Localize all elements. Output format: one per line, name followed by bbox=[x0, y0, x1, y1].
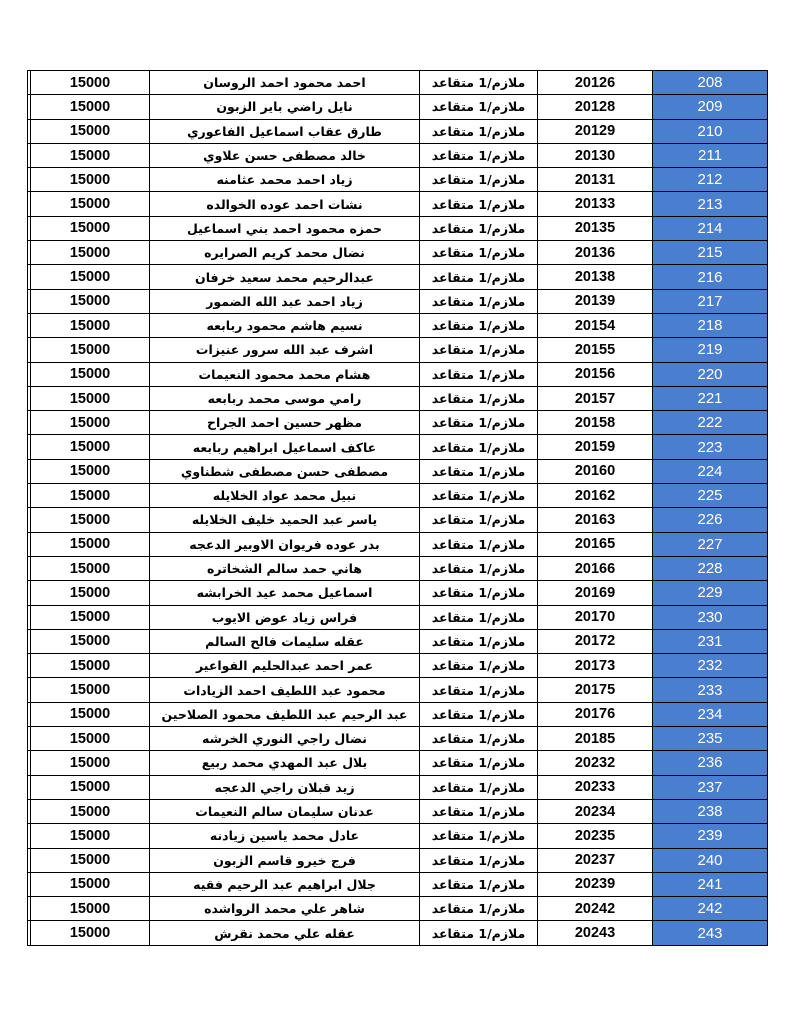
row-name: عقله علي محمد نقرش bbox=[150, 921, 420, 945]
row-name: ياسر عبد الحميد خليف الخلايله bbox=[150, 508, 420, 532]
row-rank: ملازم/1 متقاعد bbox=[420, 897, 538, 921]
row-name: نشات احمد عوده الخوالده bbox=[150, 192, 420, 216]
row-name: عدنان سليمان سالم النعيمات bbox=[150, 799, 420, 823]
table-row bbox=[28, 216, 768, 240]
row-amount: 15000 bbox=[31, 289, 150, 313]
table-row bbox=[28, 799, 768, 823]
row-rank: ملازم/1 متقاعد bbox=[420, 702, 538, 726]
row-name: محمود عبد اللطيف احمد الزيادات bbox=[150, 678, 420, 702]
row-military-number: 20169 bbox=[538, 581, 653, 605]
table-body bbox=[28, 71, 768, 946]
row-sequence-number: 243 bbox=[653, 921, 768, 945]
table-row bbox=[28, 168, 768, 192]
row-name: نبيل محمد عواد الخلايله bbox=[150, 484, 420, 508]
row-sequence-number: 219 bbox=[653, 338, 768, 362]
row-sequence-number: 229 bbox=[653, 581, 768, 605]
row-amount: 15000 bbox=[31, 605, 150, 629]
table-row bbox=[28, 775, 768, 799]
table-row bbox=[28, 629, 768, 653]
row-rank: ملازم/1 متقاعد bbox=[420, 678, 538, 702]
table-row bbox=[28, 362, 768, 386]
row-edge-cell bbox=[28, 848, 31, 872]
row-sequence-number: 238 bbox=[653, 799, 768, 823]
row-edge-cell bbox=[28, 775, 31, 799]
document-table-container bbox=[27, 70, 767, 946]
table-row bbox=[28, 872, 768, 896]
row-sequence-number: 209 bbox=[653, 95, 768, 119]
table-row bbox=[28, 532, 768, 556]
row-name: عقله سليمات فالح السالم bbox=[150, 629, 420, 653]
row-rank: ملازم/1 متقاعد bbox=[420, 532, 538, 556]
row-edge-cell bbox=[28, 897, 31, 921]
row-rank: ملازم/1 متقاعد bbox=[420, 848, 538, 872]
row-sequence-number: 227 bbox=[653, 532, 768, 556]
row-edge-cell bbox=[28, 751, 31, 775]
row-rank: ملازم/1 متقاعد bbox=[420, 386, 538, 410]
row-military-number: 20166 bbox=[538, 556, 653, 580]
row-amount: 15000 bbox=[31, 629, 150, 653]
row-edge-cell bbox=[28, 95, 31, 119]
row-military-number: 20133 bbox=[538, 192, 653, 216]
row-military-number: 20232 bbox=[538, 751, 653, 775]
row-rank: ملازم/1 متقاعد bbox=[420, 95, 538, 119]
row-military-number: 20185 bbox=[538, 727, 653, 751]
row-rank: ملازم/1 متقاعد bbox=[420, 799, 538, 823]
row-sequence-number: 239 bbox=[653, 824, 768, 848]
table-row bbox=[28, 921, 768, 945]
row-military-number: 20235 bbox=[538, 824, 653, 848]
row-edge-cell bbox=[28, 119, 31, 143]
row-rank: ملازم/1 متقاعد bbox=[420, 143, 538, 167]
row-rank: ملازم/1 متقاعد bbox=[420, 313, 538, 337]
row-sequence-number: 230 bbox=[653, 605, 768, 629]
row-name: عاكف اسماعيل ابراهيم ربابعه bbox=[150, 435, 420, 459]
row-rank: ملازم/1 متقاعد bbox=[420, 216, 538, 240]
row-name: مظهر حسين احمد الجراح bbox=[150, 411, 420, 435]
row-name: زيد قبلان راجي الدعجه bbox=[150, 775, 420, 799]
row-military-number: 20135 bbox=[538, 216, 653, 240]
row-military-number: 20170 bbox=[538, 605, 653, 629]
row-sequence-number: 218 bbox=[653, 313, 768, 337]
table-row bbox=[28, 581, 768, 605]
row-amount: 15000 bbox=[31, 921, 150, 945]
row-amount: 15000 bbox=[31, 556, 150, 580]
table-row bbox=[28, 605, 768, 629]
row-edge-cell bbox=[28, 727, 31, 751]
row-edge-cell bbox=[28, 678, 31, 702]
table-row bbox=[28, 702, 768, 726]
row-sequence-number: 217 bbox=[653, 289, 768, 313]
row-edge-cell bbox=[28, 411, 31, 435]
row-amount: 15000 bbox=[31, 435, 150, 459]
row-sequence-number: 228 bbox=[653, 556, 768, 580]
row-name: نايل راضي باير الزبون bbox=[150, 95, 420, 119]
row-military-number: 20172 bbox=[538, 629, 653, 653]
row-edge-cell bbox=[28, 265, 31, 289]
table-row bbox=[28, 338, 768, 362]
row-name: رامي موسى محمد ربابعه bbox=[150, 386, 420, 410]
row-military-number: 20160 bbox=[538, 459, 653, 483]
row-name: جلال ابراهيم عبد الرحيم فقيه bbox=[150, 872, 420, 896]
table-row bbox=[28, 508, 768, 532]
table-row bbox=[28, 824, 768, 848]
row-rank: ملازم/1 متقاعد bbox=[420, 605, 538, 629]
row-edge-cell bbox=[28, 508, 31, 532]
row-sequence-number: 225 bbox=[653, 484, 768, 508]
row-sequence-number: 212 bbox=[653, 168, 768, 192]
row-military-number: 20126 bbox=[538, 71, 653, 95]
row-name: بلال عبد المهدي محمد ربيع bbox=[150, 751, 420, 775]
row-sequence-number: 222 bbox=[653, 411, 768, 435]
row-edge-cell bbox=[28, 459, 31, 483]
row-rank: ملازم/1 متقاعد bbox=[420, 775, 538, 799]
row-edge-cell bbox=[28, 71, 31, 95]
row-name: زياد احمد عبد الله الضمور bbox=[150, 289, 420, 313]
row-amount: 15000 bbox=[31, 386, 150, 410]
row-edge-cell bbox=[28, 143, 31, 167]
row-rank: ملازم/1 متقاعد bbox=[420, 872, 538, 896]
row-amount: 15000 bbox=[31, 265, 150, 289]
row-amount: 15000 bbox=[31, 702, 150, 726]
row-military-number: 20176 bbox=[538, 702, 653, 726]
row-edge-cell bbox=[28, 581, 31, 605]
row-edge-cell bbox=[28, 192, 31, 216]
row-military-number: 20239 bbox=[538, 872, 653, 896]
row-amount: 15000 bbox=[31, 338, 150, 362]
row-amount: 15000 bbox=[31, 484, 150, 508]
table-row bbox=[28, 143, 768, 167]
row-name: عادل محمد ياسين زيادنه bbox=[150, 824, 420, 848]
row-name: حمزه محمود احمد بني اسماعيل bbox=[150, 216, 420, 240]
row-rank: ملازم/1 متقاعد bbox=[420, 484, 538, 508]
row-military-number: 20158 bbox=[538, 411, 653, 435]
row-sequence-number: 242 bbox=[653, 897, 768, 921]
row-name: احمد محمود احمد الروسان bbox=[150, 71, 420, 95]
row-amount: 15000 bbox=[31, 459, 150, 483]
row-military-number: 20136 bbox=[538, 241, 653, 265]
row-military-number: 20131 bbox=[538, 168, 653, 192]
row-edge-cell bbox=[28, 168, 31, 192]
row-rank: ملازم/1 متقاعد bbox=[420, 435, 538, 459]
row-military-number: 20233 bbox=[538, 775, 653, 799]
table-row bbox=[28, 411, 768, 435]
row-amount: 15000 bbox=[31, 654, 150, 678]
row-rank: ملازم/1 متقاعد bbox=[420, 192, 538, 216]
retirees-table bbox=[27, 70, 768, 946]
row-sequence-number: 237 bbox=[653, 775, 768, 799]
row-name: هشام محمد محمود النعيمات bbox=[150, 362, 420, 386]
row-sequence-number: 226 bbox=[653, 508, 768, 532]
row-edge-cell bbox=[28, 824, 31, 848]
row-amount: 15000 bbox=[31, 241, 150, 265]
row-sequence-number: 224 bbox=[653, 459, 768, 483]
row-amount: 15000 bbox=[31, 872, 150, 896]
row-rank: ملازم/1 متقاعد bbox=[420, 581, 538, 605]
table-row bbox=[28, 897, 768, 921]
row-edge-cell bbox=[28, 702, 31, 726]
row-sequence-number: 214 bbox=[653, 216, 768, 240]
row-edge-cell bbox=[28, 629, 31, 653]
row-military-number: 20128 bbox=[538, 95, 653, 119]
row-edge-cell bbox=[28, 556, 31, 580]
table-row bbox=[28, 313, 768, 337]
row-military-number: 20237 bbox=[538, 848, 653, 872]
row-edge-cell bbox=[28, 799, 31, 823]
row-sequence-number: 235 bbox=[653, 727, 768, 751]
row-sequence-number: 234 bbox=[653, 702, 768, 726]
row-name: خالد مصطفى حسن علاوي bbox=[150, 143, 420, 167]
row-edge-cell bbox=[28, 386, 31, 410]
row-name: اشرف عبد الله سرور عنيزات bbox=[150, 338, 420, 362]
row-military-number: 20139 bbox=[538, 289, 653, 313]
table-row bbox=[28, 265, 768, 289]
row-rank: ملازم/1 متقاعد bbox=[420, 362, 538, 386]
row-rank: ملازم/1 متقاعد bbox=[420, 921, 538, 945]
row-amount: 15000 bbox=[31, 532, 150, 556]
row-rank: ملازم/1 متقاعد bbox=[420, 654, 538, 678]
row-rank: ملازم/1 متقاعد bbox=[420, 71, 538, 95]
row-amount: 15000 bbox=[31, 143, 150, 167]
row-rank: ملازم/1 متقاعد bbox=[420, 411, 538, 435]
row-military-number: 20175 bbox=[538, 678, 653, 702]
row-edge-cell bbox=[28, 484, 31, 508]
row-military-number: 20173 bbox=[538, 654, 653, 678]
row-rank: ملازم/1 متقاعد bbox=[420, 727, 538, 751]
row-name: هاني حمد سالم الشخاتره bbox=[150, 556, 420, 580]
row-rank: ملازم/1 متقاعد bbox=[420, 338, 538, 362]
row-name: اسماعيل محمد عيد الخرابشه bbox=[150, 581, 420, 605]
row-military-number: 20154 bbox=[538, 313, 653, 337]
row-military-number: 20162 bbox=[538, 484, 653, 508]
row-sequence-number: 213 bbox=[653, 192, 768, 216]
row-name: بدر عوده فريوان الاوبير الدعجه bbox=[150, 532, 420, 556]
row-edge-cell bbox=[28, 435, 31, 459]
row-military-number: 20242 bbox=[538, 897, 653, 921]
row-amount: 15000 bbox=[31, 824, 150, 848]
row-military-number: 20163 bbox=[538, 508, 653, 532]
row-edge-cell bbox=[28, 313, 31, 337]
row-name: مصطفى حسن مصطفى شطناوي bbox=[150, 459, 420, 483]
row-edge-cell bbox=[28, 921, 31, 945]
row-name: فراس زياد عوض الايوب bbox=[150, 605, 420, 629]
row-edge-cell bbox=[28, 872, 31, 896]
row-sequence-number: 221 bbox=[653, 386, 768, 410]
table-row bbox=[28, 71, 768, 95]
row-name: نضال راجي النوري الخرشه bbox=[150, 727, 420, 751]
row-sequence-number: 211 bbox=[653, 143, 768, 167]
row-military-number: 20138 bbox=[538, 265, 653, 289]
row-edge-cell bbox=[28, 654, 31, 678]
row-rank: ملازم/1 متقاعد bbox=[420, 119, 538, 143]
row-edge-cell bbox=[28, 241, 31, 265]
row-amount: 15000 bbox=[31, 411, 150, 435]
row-sequence-number: 208 bbox=[653, 71, 768, 95]
row-edge-cell bbox=[28, 362, 31, 386]
row-sequence-number: 220 bbox=[653, 362, 768, 386]
row-military-number: 20157 bbox=[538, 386, 653, 410]
table-row bbox=[28, 241, 768, 265]
row-edge-cell bbox=[28, 338, 31, 362]
row-sequence-number: 241 bbox=[653, 872, 768, 896]
row-military-number: 20234 bbox=[538, 799, 653, 823]
row-rank: ملازم/1 متقاعد bbox=[420, 556, 538, 580]
row-edge-cell bbox=[28, 532, 31, 556]
row-rank: ملازم/1 متقاعد bbox=[420, 629, 538, 653]
row-amount: 15000 bbox=[31, 71, 150, 95]
table-row bbox=[28, 119, 768, 143]
row-sequence-number: 210 bbox=[653, 119, 768, 143]
table-row bbox=[28, 484, 768, 508]
table-row bbox=[28, 556, 768, 580]
row-amount: 15000 bbox=[31, 362, 150, 386]
row-rank: ملازم/1 متقاعد bbox=[420, 289, 538, 313]
row-name: عمر احمد عبدالحليم الفواعير bbox=[150, 654, 420, 678]
table-row bbox=[28, 727, 768, 751]
table-row bbox=[28, 848, 768, 872]
row-military-number: 20165 bbox=[538, 532, 653, 556]
table-row bbox=[28, 459, 768, 483]
row-sequence-number: 240 bbox=[653, 848, 768, 872]
row-amount: 15000 bbox=[31, 581, 150, 605]
table-row bbox=[28, 192, 768, 216]
table-row bbox=[28, 654, 768, 678]
row-name: عبدالرحيم محمد سعيد خرفان bbox=[150, 265, 420, 289]
row-sequence-number: 232 bbox=[653, 654, 768, 678]
row-amount: 15000 bbox=[31, 775, 150, 799]
row-sequence-number: 236 bbox=[653, 751, 768, 775]
row-amount: 15000 bbox=[31, 678, 150, 702]
table-row bbox=[28, 435, 768, 459]
row-sequence-number: 233 bbox=[653, 678, 768, 702]
table-row bbox=[28, 751, 768, 775]
row-rank: ملازم/1 متقاعد bbox=[420, 265, 538, 289]
row-sequence-number: 223 bbox=[653, 435, 768, 459]
row-rank: ملازم/1 متقاعد bbox=[420, 168, 538, 192]
row-sequence-number: 231 bbox=[653, 629, 768, 653]
table-row bbox=[28, 289, 768, 313]
row-military-number: 20156 bbox=[538, 362, 653, 386]
row-edge-cell bbox=[28, 605, 31, 629]
row-amount: 15000 bbox=[31, 508, 150, 532]
row-name: نسيم هاشم محمود ربابعه bbox=[150, 313, 420, 337]
row-name: شاهر علي محمد الرواشده bbox=[150, 897, 420, 921]
row-name: طارق عقاب اسماعيل الفاعوري bbox=[150, 119, 420, 143]
row-rank: ملازم/1 متقاعد bbox=[420, 751, 538, 775]
row-amount: 15000 bbox=[31, 192, 150, 216]
row-edge-cell bbox=[28, 289, 31, 313]
row-rank: ملازم/1 متقاعد bbox=[420, 459, 538, 483]
row-amount: 15000 bbox=[31, 897, 150, 921]
row-military-number: 20129 bbox=[538, 119, 653, 143]
row-name: نضال محمد كريم الصرايره bbox=[150, 241, 420, 265]
table-row bbox=[28, 386, 768, 410]
row-military-number: 20155 bbox=[538, 338, 653, 362]
row-amount: 15000 bbox=[31, 799, 150, 823]
row-amount: 15000 bbox=[31, 168, 150, 192]
row-amount: 15000 bbox=[31, 848, 150, 872]
row-amount: 15000 bbox=[31, 751, 150, 775]
row-military-number: 20243 bbox=[538, 921, 653, 945]
table-row bbox=[28, 678, 768, 702]
row-amount: 15000 bbox=[31, 216, 150, 240]
row-rank: ملازم/1 متقاعد bbox=[420, 824, 538, 848]
row-amount: 15000 bbox=[31, 119, 150, 143]
row-name: عبد الرحيم عبد اللطيف محمود الصلاحين bbox=[150, 702, 420, 726]
row-name: زياد احمد محمد عثامنه bbox=[150, 168, 420, 192]
row-name: فرج خيرو قاسم الزبون bbox=[150, 848, 420, 872]
row-amount: 15000 bbox=[31, 727, 150, 751]
row-edge-cell bbox=[28, 216, 31, 240]
table-row bbox=[28, 95, 768, 119]
row-rank: ملازم/1 متقاعد bbox=[420, 508, 538, 532]
row-military-number: 20159 bbox=[538, 435, 653, 459]
row-military-number: 20130 bbox=[538, 143, 653, 167]
row-amount: 15000 bbox=[31, 95, 150, 119]
row-sequence-number: 215 bbox=[653, 241, 768, 265]
row-amount: 15000 bbox=[31, 313, 150, 337]
row-sequence-number: 216 bbox=[653, 265, 768, 289]
row-rank: ملازم/1 متقاعد bbox=[420, 241, 538, 265]
